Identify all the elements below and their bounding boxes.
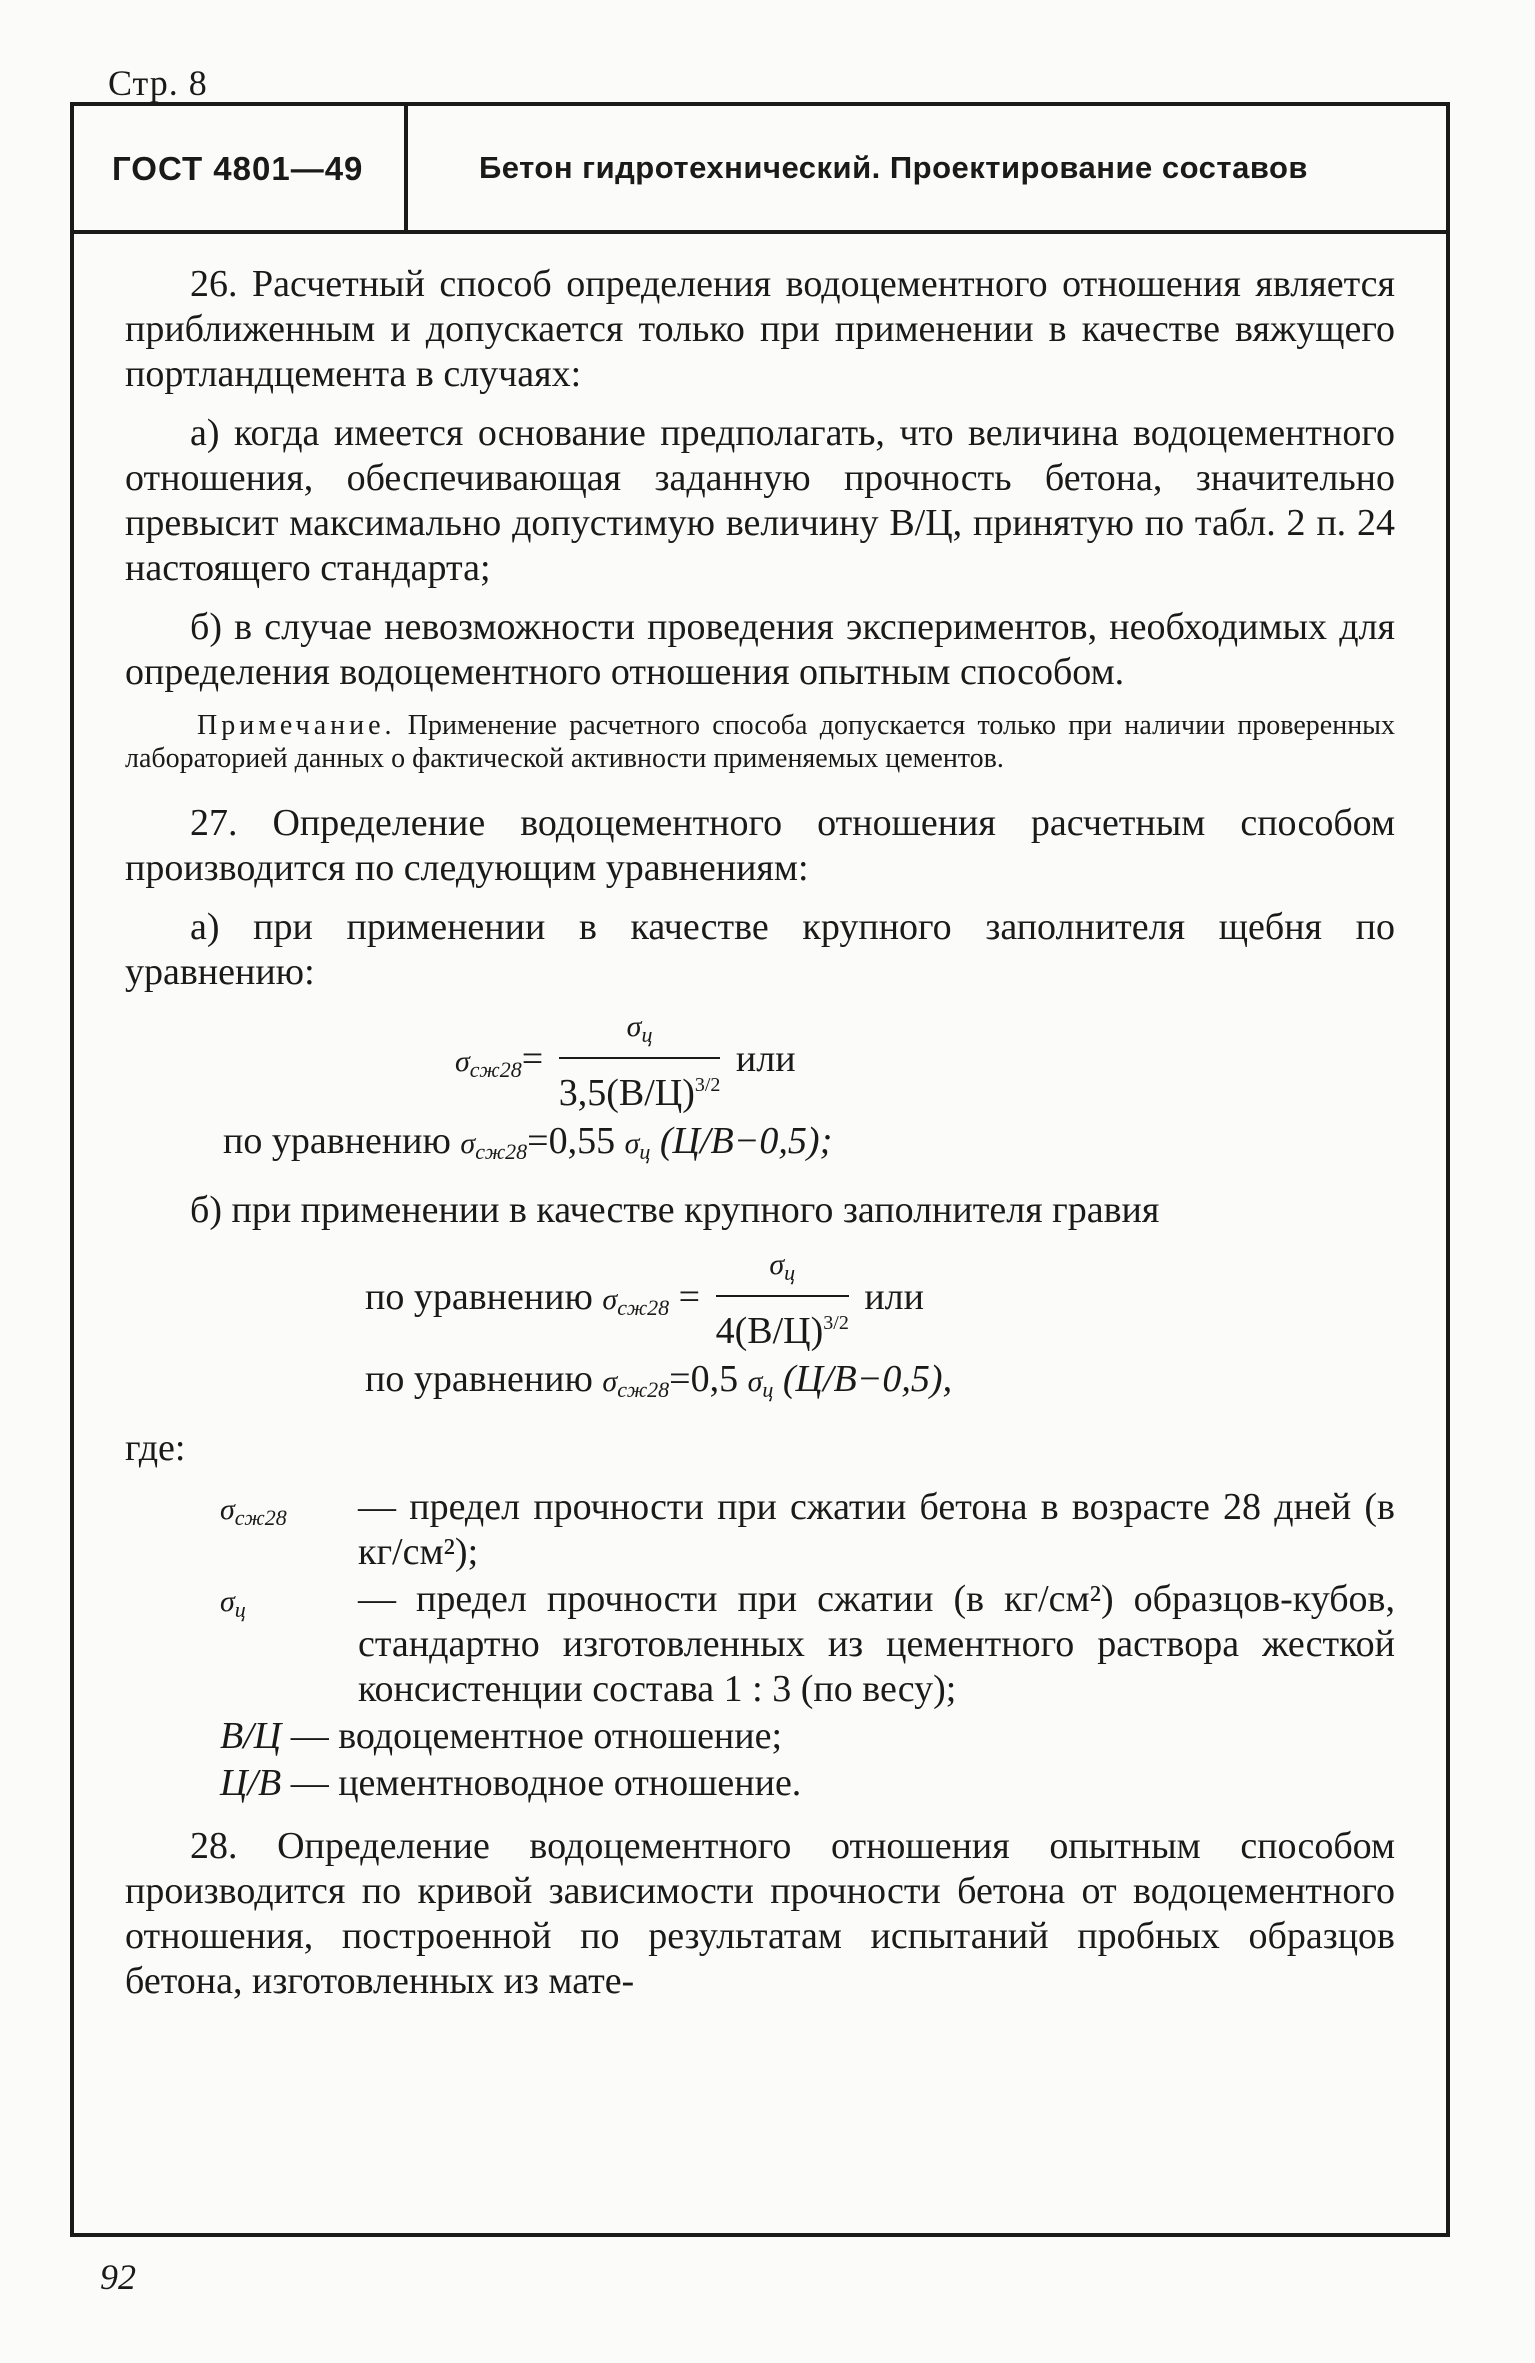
- fraction-3: $\frac{\sigma_ц}{4(В/Ц)^{3/2}}$: [715, 1248, 849, 1352]
- definitions-list: [220, 1485, 1395, 1806]
- definition-item: В/Ц — водоцементное отношение;: [220, 1715, 783, 1757]
- clause-28: 28. Определение водоцементного отношения опытным способом производится по кривой зависимости прочности бетона от водоцементного отношения, построенной по результатам испытаний пробных образцов бетона, изготовленных из мате-: [125, 1825, 1395, 2002]
- standard-number: ГОСТ 4801—49: [112, 150, 364, 187]
- header-divider: [404, 106, 408, 230]
- page-number: 92: [100, 2257, 136, 2297]
- clause-26-b: б) в случае невозможности проведения экспериментов, необходимых для определения водоцементного отношения опытным способом.: [125, 606, 1395, 693]
- definition-item: $\sigma_{сж28}$ — предел прочности при сжатии бетона в возрасте 28 дней (в кг/см²);: [220, 1486, 1395, 1573]
- formula-3: по уравнению $\sigma_{сж28}$ = $\frac{\sigma_ц}{4(В/Ц)^{3/2}}$ или: [365, 1248, 924, 1352]
- note-text: Применение расчетного способа допускается только при наличии проверенных лабораторией данных о фактической активности применяемых цементов.: [125, 710, 1395, 774]
- formula-2: по уравнению $\sigma_{сж28}=0,55$ $\sigma_ц$ (Ц/В−0,5);: [223, 1120, 833, 1164]
- header: [74, 106, 1446, 234]
- definition-item: Ц/В — цементноводное отношение.: [220, 1762, 802, 1804]
- note: [125, 709, 1395, 775]
- clause-27-b: б) при применении в качестве крупного заполнителя гравия: [190, 1189, 1160, 1231]
- standard-title: Бетон гидротехнический. Проектирование составов: [479, 150, 1308, 185]
- clause-26-a: а) когда имеется основание предполагать, что величина водоцементного отношения, обеспечивающая заданную прочность бетона, значительно превысит максимально допустимую величину В/Ц, принятую по табл. 2 п. 24 настоящего стандарта;: [125, 412, 1395, 589]
- formula-1: $\sigma_{сж28}=$ $\frac{\sigma_ц}{3,5(В/Ц)^{3/2}}$ или: [455, 1010, 796, 1114]
- note-label: Примечание.: [197, 710, 396, 741]
- document-body: [125, 262, 1395, 2018]
- definition-item: $\sigma_ц$ — предел прочности при сжатии (в кг/см²) образцов-кубов, стандартно изготовленных из цементного раствора жесткой консистенции состава 1 : 3 (по весу);: [220, 1578, 1395, 1710]
- clause-27: 27. Определение водоцементного отношения расчетным способом производится по следующим уравнениям:: [125, 802, 1395, 889]
- page-label: Стр. 8: [108, 63, 208, 103]
- where-label: где:: [125, 1427, 186, 1469]
- formula-4: по уравнению $\sigma_{сж28}=0,5$ $\sigma_ц$ (Ц/В−0,5),: [365, 1358, 953, 1402]
- fraction-1: $\frac{\sigma_ц}{3,5(В/Ц)^{3/2}}$: [558, 1010, 721, 1114]
- clause-26: 26. Расчетный способ определения водоцементного отношения является приближенным и допускается только при применении в качестве вяжущего портландцемента в случаях:: [125, 263, 1395, 395]
- clause-27-a: а) при применении в качестве крупного заполнителя щебня по уравнению:: [125, 906, 1395, 993]
